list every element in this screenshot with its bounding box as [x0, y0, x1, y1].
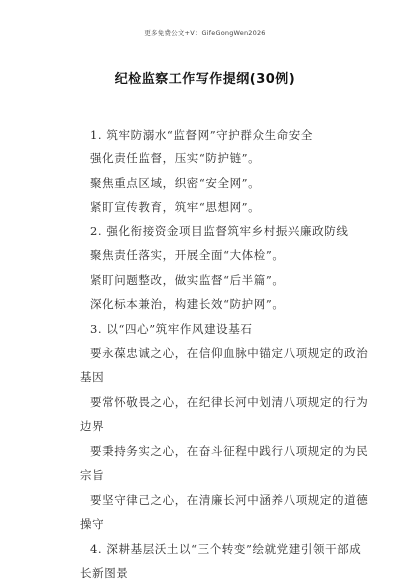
body-line: 深化标本兼治，构建长效“防护网”。	[90, 297, 285, 311]
paragraph-continuation: 长新图景	[80, 566, 129, 580]
paragraph-continuation: 宗旨	[80, 468, 105, 482]
body-line: 聚焦重点区域，织密“安全网”。	[90, 176, 261, 190]
body-line: 紧盯宣传教育，筑牢“思想网”。	[90, 200, 261, 214]
body-line: 聚焦责任落实，开展全面“大体检”。	[90, 248, 285, 262]
paragraph-line: 要坚守律己之心，在清廉长河中涵养八项规定的道德	[90, 493, 369, 507]
header-note: 更多免费公文+V：GifeGongWen2026	[144, 29, 266, 37]
paragraph-continuation: 操守	[80, 517, 105, 531]
section-heading-4: 4. 深耕基层沃土以“三个转变”绘就党建引领干部成	[90, 542, 362, 556]
body-line: 强化责任监督，压实“防护链”。	[90, 151, 261, 165]
body-line: 紧盯问题整改，做实监督“后半篇”。	[90, 273, 285, 287]
paragraph-line: 要秉持务实之心，在奋斗征程中践行八项规定的为民	[90, 444, 369, 458]
document-title: 纪检监察工作写作提纲(30例)	[114, 72, 296, 87]
paragraph-line: 要永葆忠诚之心，在信仰血脉中锚定八项规定的政治	[90, 346, 369, 360]
paragraph-line: 要常怀敬畏之心，在纪律长河中划清八项规定的行为	[90, 395, 369, 409]
paragraph-continuation: 基因	[80, 370, 105, 384]
paragraph-continuation: 边界	[80, 419, 105, 433]
section-heading-3: 3. 以“四心”筑牢作风建设基石	[90, 322, 253, 336]
section-heading-2: 2. 强化衔接资金项目监督筑牢乡村振兴廉政防线	[90, 224, 349, 238]
section-heading-1: 1. 筑牢防溺水“监督网”守护群众生命安全	[90, 128, 313, 142]
